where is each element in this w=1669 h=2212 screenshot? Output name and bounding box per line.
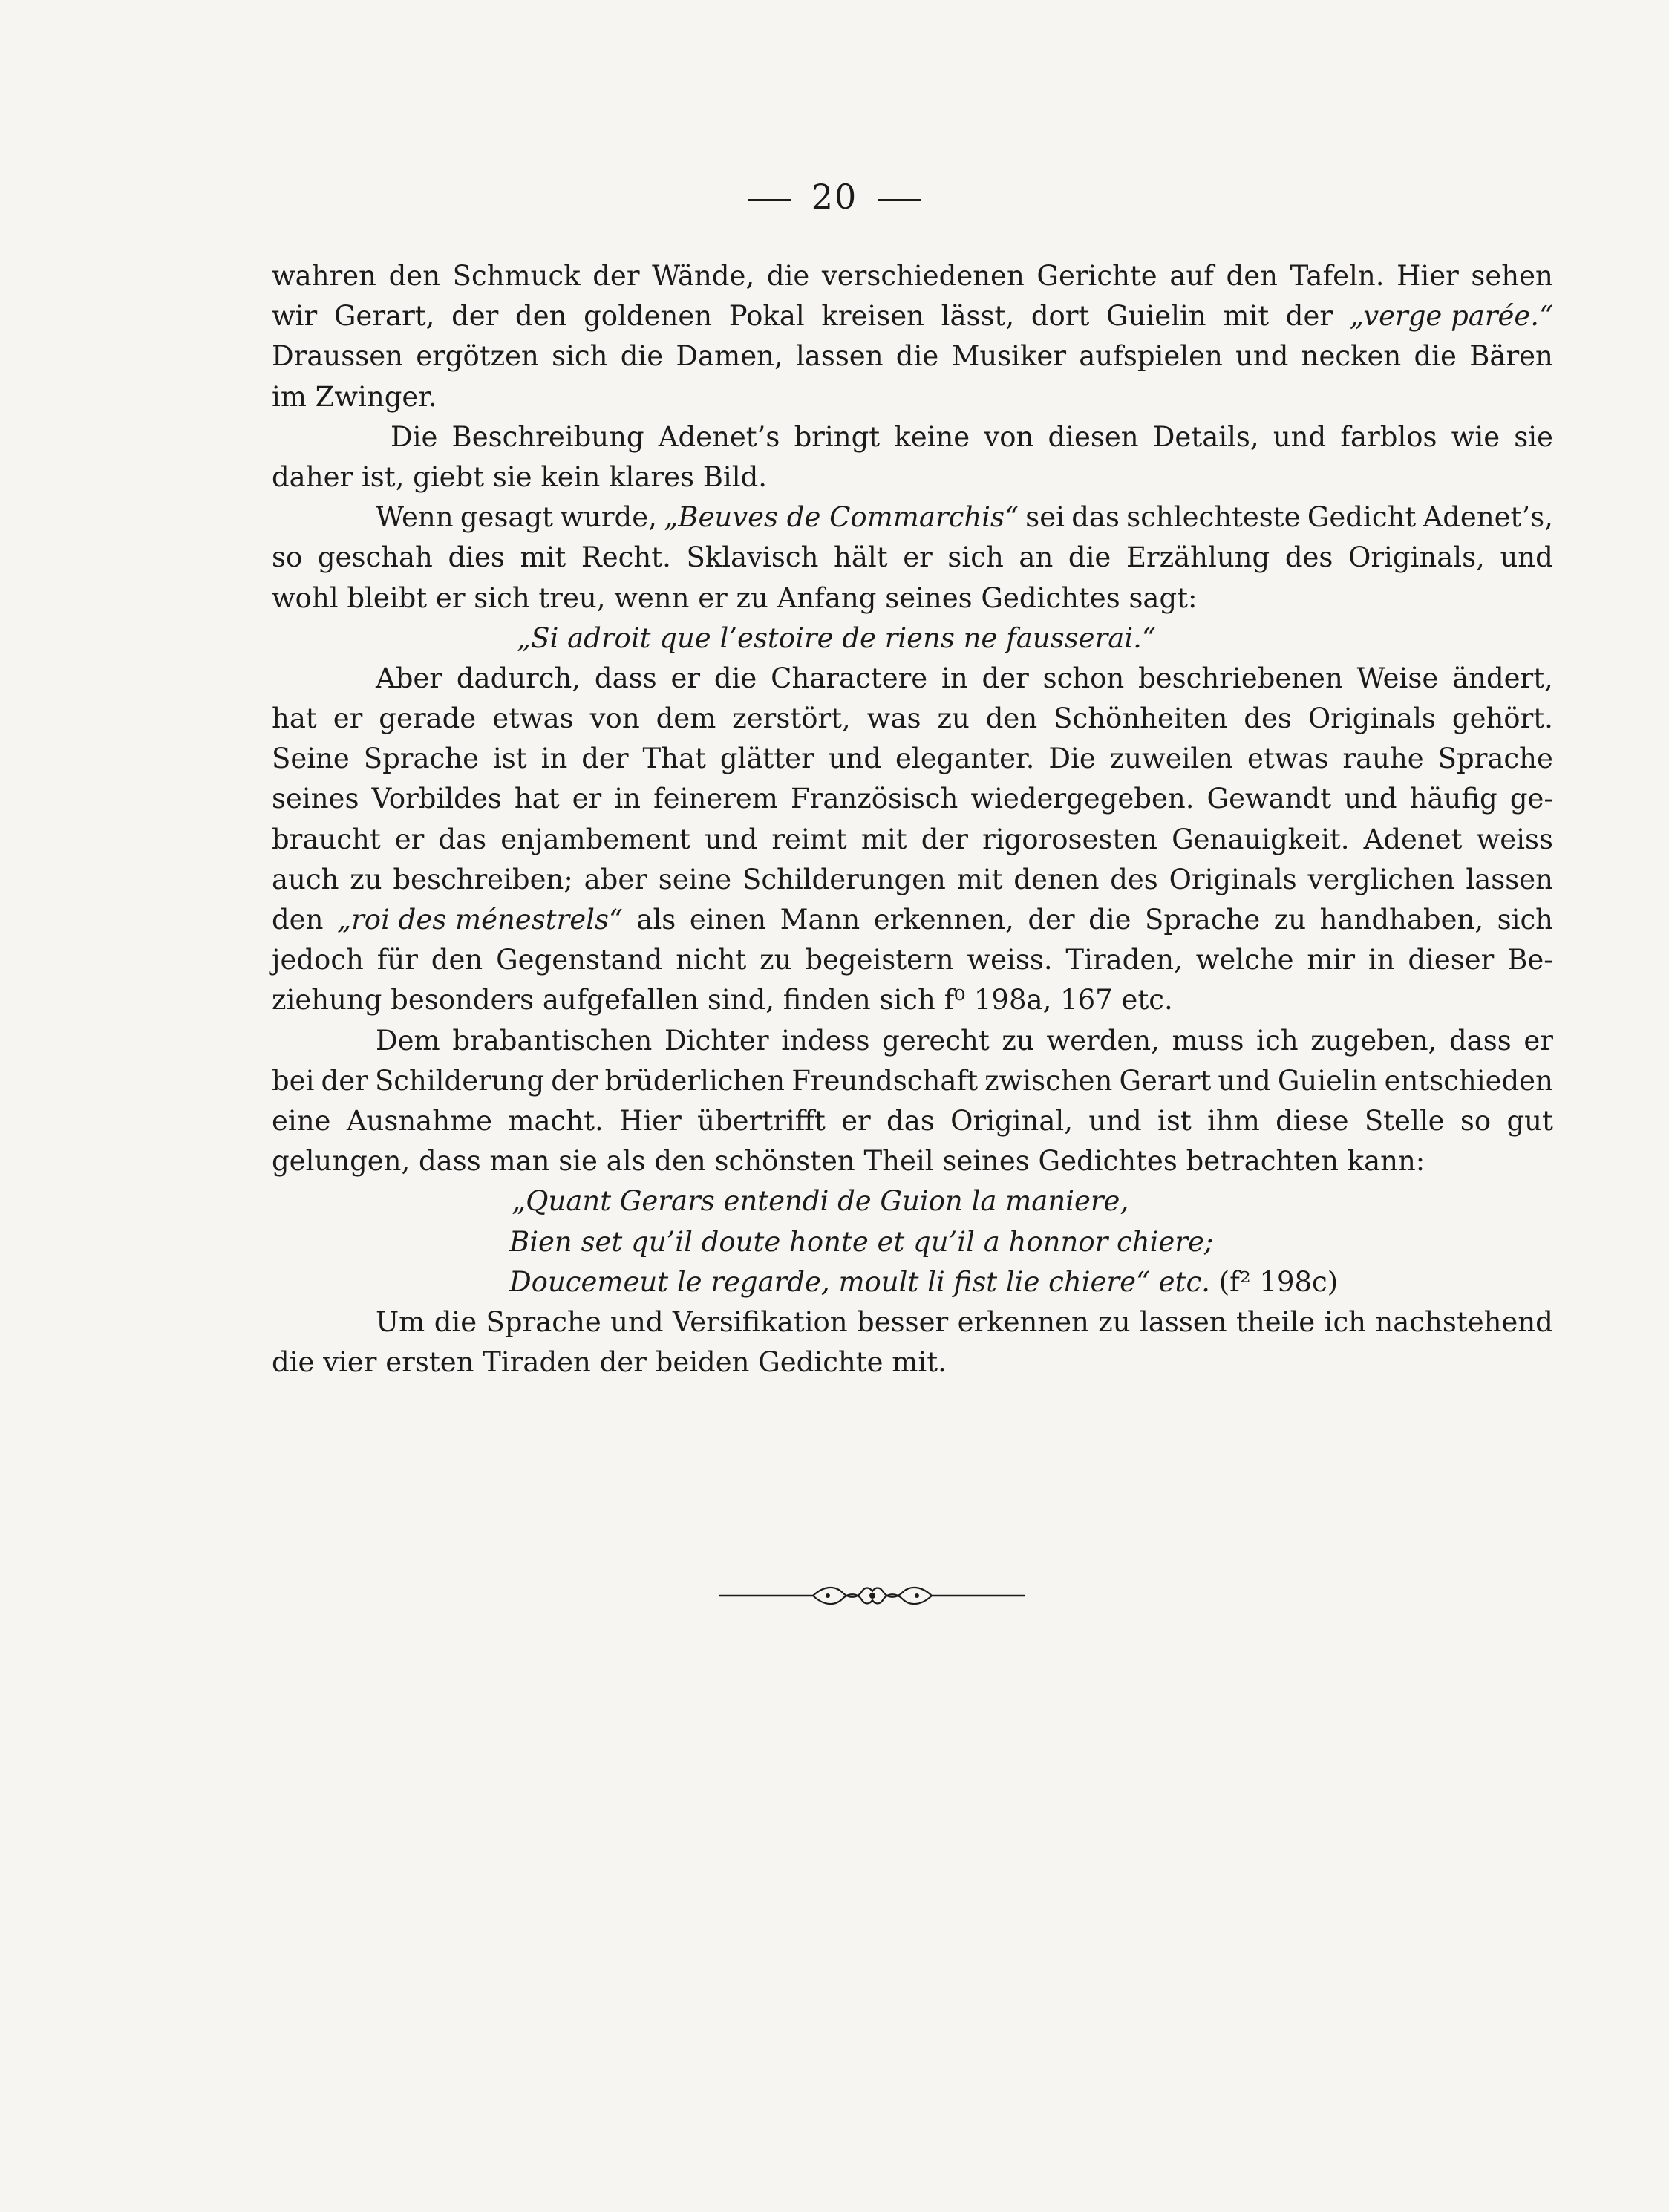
- text-segment: schon: [1042, 662, 1125, 694]
- text-segment: Adenet’s: [658, 420, 780, 453]
- text-segment: muss: [1172, 1024, 1244, 1057]
- text-segment: wahren: [272, 260, 376, 292]
- text-segment: That: [642, 743, 706, 775]
- text-segment: Weise: [1356, 662, 1439, 694]
- text-line: [272, 1262, 1553, 1302]
- text-segment: Dichter: [664, 1024, 769, 1057]
- text-segment: der: [551, 1064, 598, 1097]
- text-segment: ergötzen: [416, 340, 539, 373]
- text-segment: rigorosesten: [982, 823, 1157, 855]
- text-segment: Mann: [780, 904, 860, 936]
- text-segment: bringt: [794, 420, 881, 453]
- text-segment: sei: [1025, 501, 1065, 534]
- text-segment: lassen: [1466, 863, 1553, 895]
- text-segment: Originals: [1169, 863, 1297, 895]
- text-segment: der: [1285, 300, 1333, 333]
- text-segment: der: [982, 662, 1029, 694]
- text-segment: seine: [658, 863, 732, 895]
- text-segment: mit: [956, 863, 1003, 895]
- text-segment: zu: [1098, 1305, 1131, 1338]
- text-segment: Damen,: [676, 340, 783, 373]
- text-segment: Be-: [1507, 944, 1553, 976]
- text-segment: „Si adroit que l’estoire de riens ne fausserai.“: [517, 621, 1156, 654]
- text-segment: ziehung besonders aufgefallen sind, finden sich f⁰ 198a, 167 etc.: [272, 984, 1173, 1017]
- text-segment: Genauigkeit.: [1172, 823, 1350, 855]
- text-segment: keine: [894, 420, 970, 453]
- text-segment: dort: [1031, 300, 1090, 333]
- text-segment: den: [272, 904, 324, 936]
- text-segment: werden,: [1046, 1024, 1160, 1057]
- text-segment: Recht.: [581, 541, 671, 574]
- text-segment: so: [1460, 1104, 1492, 1137]
- text-segment: der: [592, 260, 640, 292]
- text-line: [272, 578, 1553, 619]
- text-segment: weiss.: [967, 944, 1053, 976]
- text-segment: verschiedenen: [821, 260, 1025, 292]
- text-segment: er: [394, 823, 425, 855]
- text-segment: erkennen: [957, 1305, 1089, 1338]
- text-segment: Um: [376, 1305, 425, 1338]
- text-line: [272, 1342, 1553, 1383]
- text-segment: sie: [1514, 420, 1553, 453]
- text-segment: Schmuck: [452, 260, 581, 292]
- text-segment: Vorbildes: [371, 783, 502, 815]
- text-segment: ich: [1324, 1305, 1366, 1338]
- text-segment: hält: [834, 541, 888, 574]
- text-segment: seines: [272, 783, 359, 815]
- text-segment: Original,: [950, 1104, 1073, 1137]
- text-segment: lässt,: [941, 300, 1015, 333]
- text-segment: den: [388, 260, 441, 292]
- text-segment: sehen: [1471, 260, 1553, 292]
- text-segment: daher ist, giebt sie kein klares Bild.: [272, 460, 768, 493]
- text-segment: er: [841, 1104, 871, 1137]
- text-segment: Sprache: [486, 1305, 601, 1338]
- text-segment: und: [1273, 420, 1327, 453]
- text-segment: wie: [1451, 420, 1500, 453]
- text-segment: Gerart: [1119, 1064, 1212, 1097]
- text-segment: den: [515, 300, 567, 333]
- text-segment: Draussen: [272, 340, 403, 373]
- text-segment: schlechteste: [1126, 501, 1301, 534]
- text-segment: des: [1110, 863, 1158, 895]
- text-segment: „verge parée.“: [1349, 300, 1553, 333]
- text-line: [272, 296, 1553, 336]
- text-segment: ihm: [1207, 1104, 1260, 1137]
- text-segment: Bären: [1469, 340, 1553, 373]
- text-segment: für: [376, 944, 418, 976]
- text-segment: aber: [584, 863, 647, 895]
- text-segment: enjambement: [500, 823, 690, 855]
- text-segment: das: [886, 1104, 935, 1137]
- text-segment: der: [581, 743, 629, 775]
- text-segment: sich: [947, 541, 1004, 574]
- text-segment: „roi des ménestrels“: [336, 904, 623, 936]
- text-line: [272, 1021, 1553, 1061]
- text-segment: von: [589, 702, 640, 735]
- text-line: [272, 1302, 1553, 1342]
- text-segment: glätter: [719, 743, 814, 775]
- text-segment: lassen: [1140, 1305, 1227, 1338]
- text-line: [272, 1101, 1553, 1141]
- text-line: [272, 1222, 1553, 1262]
- text-segment: zerstört,: [732, 702, 851, 735]
- text-segment: dass: [1448, 1024, 1512, 1057]
- text-segment: zu: [1002, 1024, 1034, 1057]
- text-segment: ändert,: [1452, 662, 1553, 694]
- text-segment: Bien set qu’il doute honte et qu’il a honnor chiere;: [509, 1225, 1214, 1258]
- text-segment: gut: [1506, 1104, 1553, 1137]
- text-segment: Erzählung: [1126, 541, 1270, 574]
- text-segment: in: [941, 662, 968, 694]
- text-segment: die: [895, 340, 939, 373]
- text-segment: jedoch: [272, 944, 364, 976]
- text-segment: als: [636, 904, 676, 936]
- text-segment: theile: [1236, 1305, 1316, 1338]
- text-segment: Charactere: [771, 662, 928, 694]
- text-segment: Details,: [1152, 420, 1259, 453]
- text-segment: und: [1235, 340, 1289, 373]
- text-segment: häufig: [1409, 783, 1497, 815]
- text-segment: Stelle: [1364, 1104, 1445, 1137]
- text-segment: Freundschaft: [791, 1064, 978, 1097]
- text-segment: etwas: [492, 702, 574, 735]
- text-segment: Ausnahme: [346, 1104, 493, 1137]
- text-line: [272, 1141, 1553, 1181]
- text-segment: sich: [552, 340, 608, 373]
- text-segment: Seine: [272, 743, 350, 775]
- text-segment: etwas: [1247, 743, 1329, 775]
- text-segment: Tiraden,: [1065, 944, 1183, 976]
- text-segment: Adenet: [1363, 823, 1463, 855]
- text-segment: „Quant Gerars entendi de Guion la maniere,: [512, 1185, 1129, 1218]
- text-segment: goldenen: [584, 300, 713, 333]
- text-segment: und: [610, 1305, 664, 1338]
- text-segment: Sklavisch: [686, 541, 819, 574]
- text-segment: ist: [492, 743, 527, 775]
- text-segment: Wände,: [652, 260, 755, 292]
- text-segment: des: [1284, 541, 1333, 574]
- text-segment: Gerichte: [1036, 260, 1157, 292]
- text-segment: zuweilen: [1109, 743, 1233, 775]
- text-line: [272, 1181, 1553, 1221]
- text-segment: Gedicht: [1307, 501, 1417, 534]
- text-segment: übertrifft: [697, 1104, 826, 1137]
- text-segment: gerade: [379, 702, 477, 735]
- text-segment: erkennen,: [873, 904, 1014, 936]
- text-segment: Guielin: [1277, 1064, 1378, 1097]
- text-segment: und: [1218, 1064, 1271, 1097]
- text-segment: und: [1344, 783, 1397, 815]
- text-segment: Sprache: [363, 743, 479, 775]
- text-segment: Sprache: [1437, 743, 1553, 775]
- text-segment: Guielin: [1106, 300, 1206, 333]
- text-segment: das: [1071, 501, 1120, 534]
- text-segment: im Zwinger.: [272, 380, 437, 413]
- text-segment: gehört.: [1451, 702, 1553, 735]
- text-segment: der: [1028, 904, 1075, 936]
- text-segment: was: [866, 702, 921, 735]
- text-segment: wurde,: [560, 501, 657, 534]
- text-segment: Gewandt: [1206, 783, 1332, 815]
- text-segment: brabantischen: [452, 1024, 653, 1057]
- text-segment: eine: [272, 1104, 331, 1137]
- text-segment: Originals: [1307, 702, 1436, 735]
- text-segment: Die: [1048, 743, 1096, 775]
- text-segment: entschieden: [1384, 1064, 1553, 1097]
- text-segment: wohl bleibt er sich treu, wenn er zu Anfang seines Gedichtes sagt:: [272, 581, 1198, 614]
- text-segment: dem: [656, 702, 716, 735]
- text-segment: auch: [272, 863, 339, 895]
- text-segment: brüderlichen: [604, 1064, 785, 1097]
- text-segment: ich: [1256, 1024, 1299, 1057]
- text-segment: verglichen: [1307, 863, 1455, 895]
- text-segment: Sprache: [1145, 904, 1261, 936]
- text-segment: von: [984, 420, 1034, 453]
- text-segment: er: [670, 662, 701, 694]
- text-segment: indess: [781, 1024, 870, 1057]
- text-segment: Pokal: [728, 300, 805, 333]
- text-line: [272, 417, 1553, 457]
- text-segment: diese: [1276, 1104, 1349, 1137]
- text-segment: den: [1226, 260, 1278, 292]
- text-segment: gerecht: [882, 1024, 990, 1057]
- text-segment: feinerem: [653, 783, 778, 815]
- text-segment: das: [438, 823, 487, 855]
- text-segment: und: [1088, 1104, 1142, 1137]
- text-segment: zwischen: [984, 1064, 1113, 1097]
- text-line: [272, 699, 1553, 739]
- text-segment: die: [1414, 340, 1457, 373]
- text-segment: Gegenstand: [496, 944, 663, 976]
- text-segment: nachstehend: [1375, 1305, 1553, 1338]
- text-segment: kreisen: [821, 300, 924, 333]
- text-segment: Schilderung: [374, 1064, 545, 1097]
- text-segment: so: [272, 541, 303, 574]
- text-segment: Adenet’s,: [1423, 501, 1553, 534]
- text-segment: hat: [514, 783, 560, 815]
- text-line: [272, 659, 1553, 699]
- text-segment: besser: [857, 1305, 949, 1338]
- text-segment: „Beuves de Commarchis“: [664, 501, 1019, 534]
- text-segment: macht.: [508, 1104, 604, 1137]
- text-line: [272, 820, 1553, 860]
- text-segment: eleganter.: [895, 743, 1035, 775]
- text-line: [272, 980, 1553, 1020]
- text-segment: Tafeln.: [1290, 260, 1385, 292]
- text-segment: einen: [689, 904, 767, 936]
- text-segment: farblos: [1340, 420, 1437, 453]
- text-line: [272, 900, 1553, 940]
- text-line: [272, 538, 1553, 578]
- text-segment: zu: [760, 944, 792, 976]
- text-segment: begeistern: [805, 944, 954, 976]
- text-segment: bei: [272, 1064, 315, 1097]
- text-segment: in: [540, 743, 568, 775]
- text-segment: Hier: [619, 1104, 682, 1137]
- text-segment: er: [903, 541, 933, 574]
- text-line: [272, 860, 1553, 900]
- text-segment: auf: [1169, 260, 1214, 292]
- text-segment: und: [704, 823, 758, 855]
- text-segment: in: [1368, 944, 1395, 976]
- text-segment: Beschreibung: [451, 420, 644, 453]
- dash-left: [748, 199, 791, 201]
- text-segment: er: [1523, 1024, 1553, 1057]
- text-segment: die: [1088, 904, 1131, 936]
- text-segment: zugeben,: [1310, 1024, 1437, 1057]
- text-segment: geschah: [317, 541, 433, 574]
- text-segment: in: [614, 783, 641, 815]
- text-segment: der: [451, 300, 499, 333]
- text-segment: lassen: [795, 340, 884, 373]
- text-segment: Die: [391, 420, 438, 453]
- text-segment: gesagt: [460, 501, 554, 534]
- text-segment: sich: [1497, 904, 1553, 936]
- text-segment: und: [828, 743, 882, 775]
- text-segment: Dem: [376, 1024, 440, 1057]
- text-segment: Hier: [1397, 260, 1459, 292]
- text-segment: beschreiben;: [393, 863, 573, 895]
- text-segment: die: [1068, 541, 1111, 574]
- text-segment: dieser: [1408, 944, 1495, 976]
- text-segment: handhaben,: [1319, 904, 1484, 936]
- text-segment: zu: [1273, 904, 1307, 936]
- text-segment: braucht: [272, 823, 381, 855]
- text-segment: des: [1244, 702, 1292, 735]
- text-segment: diesen: [1048, 420, 1139, 453]
- text-line: [272, 457, 1553, 497]
- text-segment: und: [1500, 541, 1553, 574]
- text-segment: mir: [1307, 944, 1356, 976]
- text-segment: weiss: [1476, 823, 1553, 855]
- ornament-vignette: [716, 1582, 1028, 1609]
- text-segment: mit: [860, 823, 907, 855]
- text-segment: dass: [594, 662, 657, 694]
- text-line: [272, 940, 1553, 980]
- text-segment: mit: [520, 541, 566, 574]
- text-segment: Schilderungen: [742, 863, 946, 895]
- page-header: [0, 177, 1669, 217]
- text-segment: den: [431, 944, 483, 976]
- text-segment: ge-: [1509, 783, 1553, 815]
- text-segment: an: [1019, 541, 1054, 574]
- text-segment: nicht: [676, 944, 747, 976]
- text-segment: aufspielen: [1079, 340, 1223, 373]
- text-segment: Französisch: [790, 783, 958, 815]
- text-segment: den: [985, 702, 1038, 735]
- text-segment: Gerart,: [333, 300, 435, 333]
- text-segment: welche: [1195, 944, 1294, 976]
- text-segment: er: [572, 783, 602, 815]
- text-segment: hat: [272, 702, 317, 735]
- text-segment: Aber: [376, 662, 442, 694]
- dash-right: [878, 199, 921, 201]
- text-line: [272, 619, 1553, 659]
- text-segment: die: [713, 662, 757, 694]
- text-line: [272, 336, 1553, 376]
- text-segment: rauhe: [1342, 743, 1424, 775]
- text-segment: reimt: [771, 823, 847, 855]
- text-segment: beschriebenen: [1138, 662, 1343, 694]
- body-text: [272, 256, 1553, 1383]
- text-segment: necken: [1301, 340, 1402, 373]
- text-line: [272, 739, 1553, 779]
- text-segment: Wenn: [376, 501, 454, 534]
- text-line: [272, 497, 1553, 538]
- text-segment: Musiker: [951, 340, 1067, 373]
- text-segment: denen: [1013, 863, 1100, 895]
- text-line: [272, 779, 1553, 819]
- text-segment: Versifikation: [672, 1305, 848, 1338]
- text-segment: wir: [272, 300, 318, 333]
- text-segment: die vier ersten Tiraden der beiden Gedichte mit.: [272, 1346, 947, 1379]
- text-segment: zu: [350, 863, 382, 895]
- text-segment: Schönheiten: [1054, 702, 1228, 735]
- text-line: [272, 256, 1553, 296]
- text-segment: wiedergegeben.: [970, 783, 1195, 815]
- text-segment: der: [921, 823, 968, 855]
- text-segment: dadurch,: [456, 662, 581, 694]
- text-segment: dies: [448, 541, 505, 574]
- text-segment: die: [766, 260, 810, 292]
- text-segment: Doucemeut le regarde, moult li fist lie chiere“ etc. (f² 198c): [509, 1265, 1339, 1298]
- text-segment: gelungen, dass man sie als den schönsten Theil seines Gedichtes betrachten kann:: [272, 1145, 1425, 1178]
- text-segment: mit: [1223, 300, 1270, 333]
- text-segment: ist: [1157, 1104, 1192, 1137]
- text-segment: die: [434, 1305, 477, 1338]
- page-number: 20: [811, 177, 858, 217]
- text-segment: Originals,: [1348, 541, 1485, 574]
- text-line: [272, 377, 1553, 417]
- text-line: [272, 1061, 1553, 1101]
- text-segment: der: [321, 1064, 368, 1097]
- text-segment: die: [620, 340, 664, 373]
- text-segment: zu: [937, 702, 970, 735]
- text-segment: er: [333, 702, 363, 735]
